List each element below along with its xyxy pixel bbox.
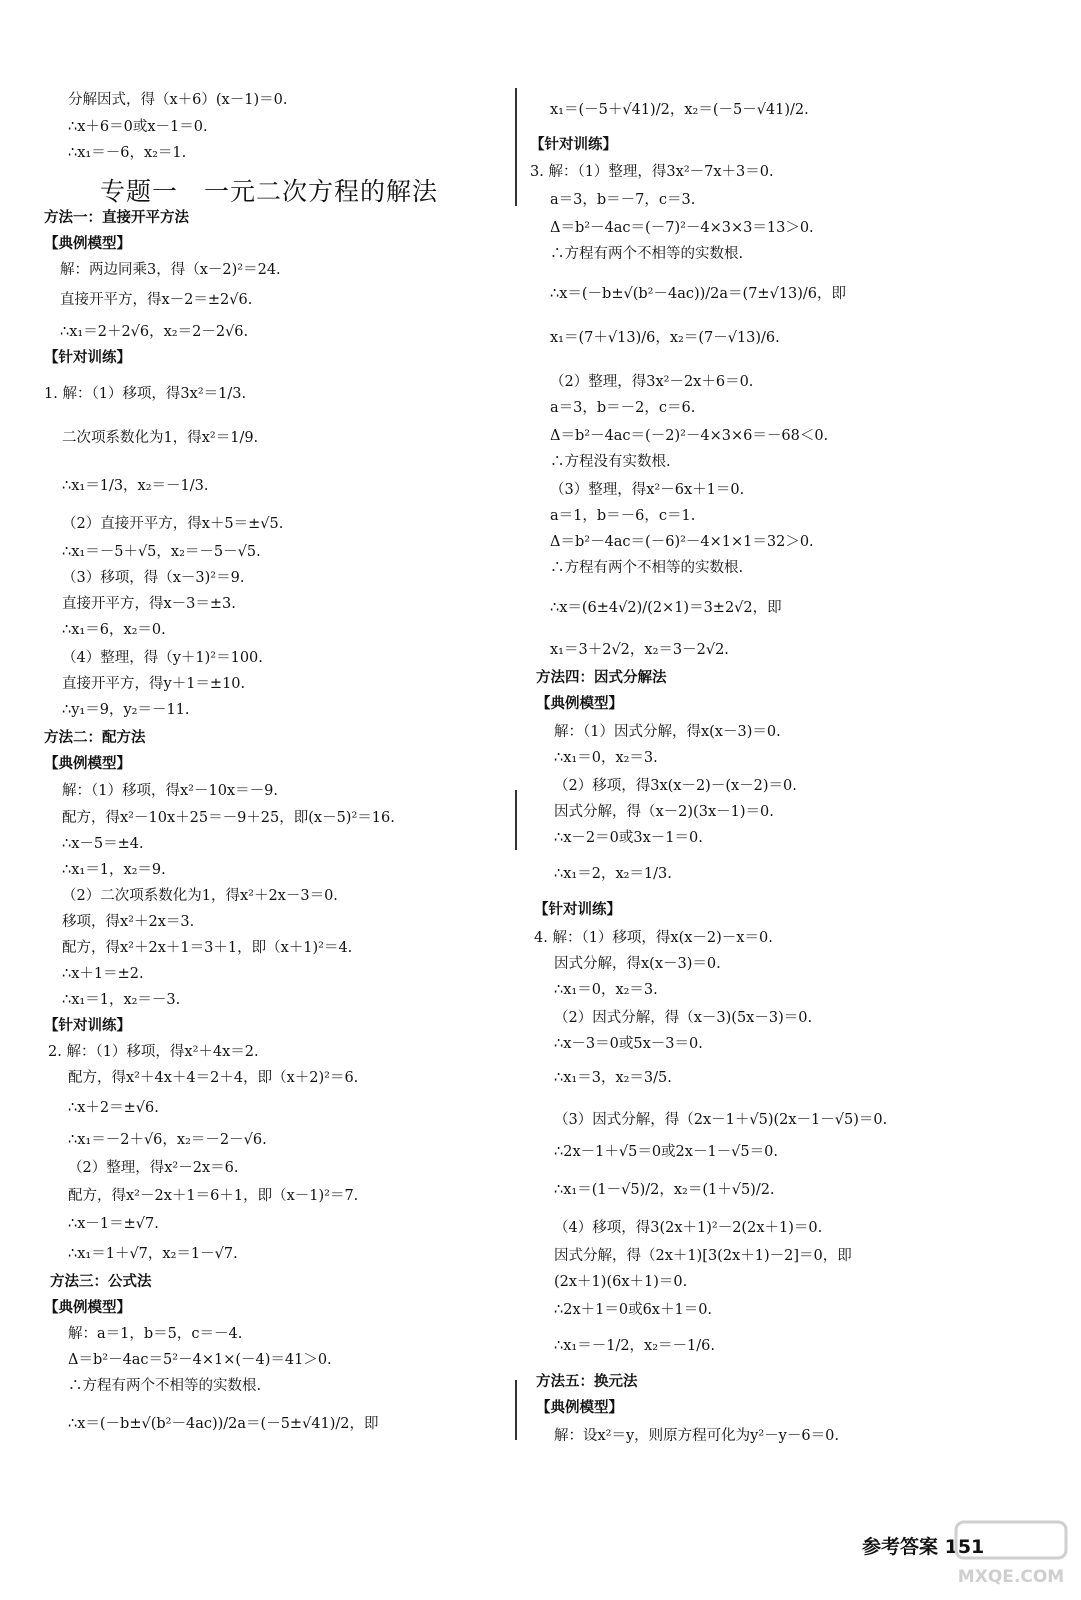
right-text-line: ∴x₁＝0，x₂＝3.: [554, 750, 658, 766]
left-text-line: ∴x₁＝1/3，x₂＝－1/3.: [62, 478, 209, 494]
left-text-line: 分解因式，得（x＋6）(x－1)＝0.: [68, 92, 288, 108]
right-text-line: 因式分解，得（x－2)(3x－1)＝0.: [554, 804, 774, 820]
right-text-line: ∴x－3＝0或5x－3＝0.: [554, 1036, 703, 1052]
right-text-line: （2）移项，得3x(x－2)－(x－2)＝0.: [554, 778, 797, 794]
right-text-line: a＝3，b＝－7，c＝3.: [550, 192, 696, 208]
right-text-line: （2）整理，得3x²－2x＋6＝0.: [550, 374, 754, 390]
left-heading: 【典例模型】: [44, 1300, 131, 1316]
right-text-line: 3. 解：（1）整理，得3x²－7x＋3＝0.: [530, 164, 774, 180]
right-text-line: x₁＝3＋2√2，x₂＝3－2√2.: [550, 642, 729, 658]
left-heading: 方法二：配方法: [44, 730, 146, 746]
right-heading: 【典例模型】: [536, 1400, 623, 1416]
left-text-line: 配方，得x²－10x＋25＝－9＋25，即(x－5)²＝16.: [62, 810, 395, 826]
left-text-line: （4）整理，得（y＋1)²＝100.: [62, 650, 263, 666]
left-heading: 【针对训练】: [44, 1018, 131, 1034]
right-heading: 【针对训练】: [534, 902, 621, 918]
right-heading: 方法四：因式分解法: [536, 670, 667, 686]
left-column: [0, 0, 520, 1600]
left-text-line: （2）整理，得x²－2x＝6.: [68, 1160, 239, 1176]
watermark-logo: [952, 1520, 1070, 1590]
right-heading: 【针对训练】: [530, 137, 617, 153]
left-text-line: 配方，得x²－2x＋1＝6＋1，即（x－1)²＝7.: [68, 1188, 359, 1204]
right-column: [520, 0, 1081, 1600]
page-footer: 参考答案 151: [862, 1536, 985, 1558]
right-text-line: ∴x₁＝2，x₂＝1/3.: [554, 866, 672, 882]
left-text-line: ∴x₁＝6，x₂＝0.: [62, 622, 166, 638]
right-text-line: （2）因式分解，得（x－3)(5x－3)＝0.: [554, 1010, 813, 1026]
right-text-line: 4. 解：（1）移项，得x(x－2)－x＝0.: [534, 930, 773, 946]
left-text-line: 1. 解：（1）移项，得3x²＝1/3.: [44, 386, 247, 402]
right-text-line: 因式分解，得（2x＋1)[3(2x＋1)－2]＝0，即: [554, 1248, 852, 1264]
right-text-line: (2x＋1)(6x＋1)＝0.: [554, 1274, 688, 1290]
left-heading: 【典例模型】: [44, 756, 131, 772]
left-text-line: （2）直接开平方，得x＋5＝±√5.: [62, 516, 284, 532]
left-text-line: 二次项系数化为1，得x²＝1/9.: [62, 430, 259, 446]
right-text-line: ∴方程有两个不相等的实数根.: [550, 560, 744, 576]
right-text-line: ∴方程有两个不相等的实数根.: [550, 246, 744, 262]
left-heading: 【典例模型】: [44, 236, 131, 252]
left-text-line: ∴x－1＝±√7.: [68, 1216, 159, 1232]
right-text-line: x₁＝(－5＋√41)/2，x₂＝(－5－√41)/2.: [550, 102, 809, 118]
right-text-line: Δ＝b²－4ac＝(－6)²－4×1×1＝32＞0.: [550, 534, 814, 550]
left-text-line: ∴x₁＝－5＋√5，x₂＝－5－√5.: [62, 544, 261, 560]
left-text-line: ∴x₁＝1，x₂＝－3.: [62, 992, 181, 1008]
right-text-line: a＝3，b＝－2，c＝6.: [550, 400, 696, 416]
left-text-line: 直接开平方，得y＋1＝±10.: [62, 676, 246, 692]
right-text-line: ∴x₁＝0，x₂＝3.: [554, 982, 658, 998]
left-text-line: 直接开平方，得x－2＝±2√6.: [60, 292, 253, 308]
right-text-line: ∴x＝(6±4√2)/(2×1)＝3±2√2，即: [550, 600, 782, 616]
right-text-line: x₁＝(7＋√13)/6，x₂＝(7－√13)/6.: [550, 330, 780, 346]
left-text-line: Δ＝b²－4ac＝5²－4×1×(－4)＝41＞0.: [68, 1352, 332, 1368]
right-text-line: a＝1，b＝－6，c＝1.: [550, 508, 696, 524]
watermark-text: MXQE.COM: [957, 1567, 1065, 1587]
right-text-line: ∴2x＋1＝0或6x＋1＝0.: [554, 1302, 713, 1318]
left-text-line: ∴x₁＝－6，x₂＝1.: [68, 145, 187, 161]
right-text-line: Δ＝b²－4ac＝(－7)²－4×3×3＝13＞0.: [550, 220, 814, 236]
right-text-line: ∴x－2＝0或3x－1＝0.: [554, 830, 703, 846]
right-text-line: ∴x₁＝(1－√5)/2，x₂＝(1＋√5)/2.: [554, 1182, 775, 1198]
right-text-line: 因式分解，得x(x－3)＝0.: [554, 956, 721, 972]
left-heading: 【针对训练】: [44, 350, 131, 366]
right-text-line: 解：（1）因式分解，得x(x－3)＝0.: [554, 724, 781, 740]
right-text-line: ∴方程没有实数根.: [550, 454, 671, 470]
column-divider: [515, 88, 517, 206]
right-text-line: ∴x₁＝－1/2，x₂＝－1/6.: [554, 1338, 715, 1354]
left-text-line: ∴x₁＝－2＋√6，x₂＝－2－√6.: [68, 1132, 267, 1148]
left-text-line: 配方，得x²＋2x＋1＝3＋1，即（x＋1)²＝4.: [62, 940, 353, 956]
left-heading: 方法三：公式法: [50, 1274, 152, 1290]
right-text-line: Δ＝b²－4ac＝(－2)²－4×3×6＝－68＜0.: [550, 428, 829, 444]
left-text-line: ∴x＋6＝0或x－1＝0.: [68, 119, 208, 135]
right-text-line: ∴2x－1＋√5＝0或2x－1－√5＝0.: [554, 1144, 778, 1160]
left-text-line: ∴y₁＝9，y₂＝－11.: [62, 702, 190, 718]
left-heading: 方法一：直接开平方法: [44, 210, 189, 226]
column-divider: [515, 790, 517, 850]
left-text-line: ∴方程有两个不相等的实数根.: [68, 1378, 262, 1394]
left-text-line: ∴x₁＝1，x₂＝9.: [62, 862, 166, 878]
left-text-line: ∴x＝(－b±√(b²－4ac))/2a＝(－5±√41)/2，即: [68, 1416, 379, 1432]
right-heading: 方法五：换元法: [536, 1374, 638, 1390]
left-text-line: 解：a＝1，b＝5，c＝－4.: [68, 1326, 243, 1342]
right-heading: 【典例模型】: [536, 696, 623, 712]
left-text-line: ∴x₁＝2＋2√6，x₂＝2－2√6.: [60, 324, 249, 340]
right-text-line: （3）因式分解，得（2x－1＋√5)(2x－1－√5)＝0.: [554, 1112, 888, 1128]
right-text-line: 解：设x²＝y，则原方程可化为y²－y－6＝0.: [554, 1428, 839, 1444]
left-text-line: 直接开平方，得x－3＝±3.: [62, 596, 236, 612]
left-text-line: ∴x＋1＝±2.: [62, 966, 144, 982]
left-text-line: （2）二次项系数化为1，得x²＋2x－3＝0.: [62, 888, 338, 904]
left-text-line: ∴x－5＝±4.: [62, 836, 144, 852]
right-text-line: ∴x＝(－b±√(b²－4ac))/2a＝(7±√13)/6，即: [550, 286, 847, 302]
section-title: 专题一 一元二次方程的解法: [100, 177, 439, 206]
right-text-line: （3）整理，得x²－6x＋1＝0.: [550, 482, 745, 498]
left-text-line: 解：两边同乘3，得（x－2)²＝24.: [60, 262, 281, 278]
left-text-line: 解：（1）移项，得x²－10x＝－9.: [62, 783, 278, 799]
left-text-line: 移项，得x²＋2x＝3.: [62, 914, 195, 930]
left-text-line: 2. 解：（1）移项，得x²＋4x＝2.: [48, 1044, 259, 1060]
left-text-line: ∴x₁＝1＋√7，x₂＝1－√7.: [68, 1246, 238, 1262]
left-text-line: 配方，得x²＋4x＋4＝2＋4，即（x＋2)²＝6.: [68, 1070, 359, 1086]
right-text-line: ∴x₁＝3，x₂＝3/5.: [554, 1070, 672, 1086]
column-divider: [515, 1380, 517, 1440]
right-text-line: （4）移项，得3(2x＋1)²－2(2x＋1)＝0.: [554, 1220, 823, 1236]
left-text-line: ∴x＋2＝±√6.: [68, 1100, 159, 1116]
left-text-line: （3）移项，得（x－3)²＝9.: [62, 570, 245, 586]
